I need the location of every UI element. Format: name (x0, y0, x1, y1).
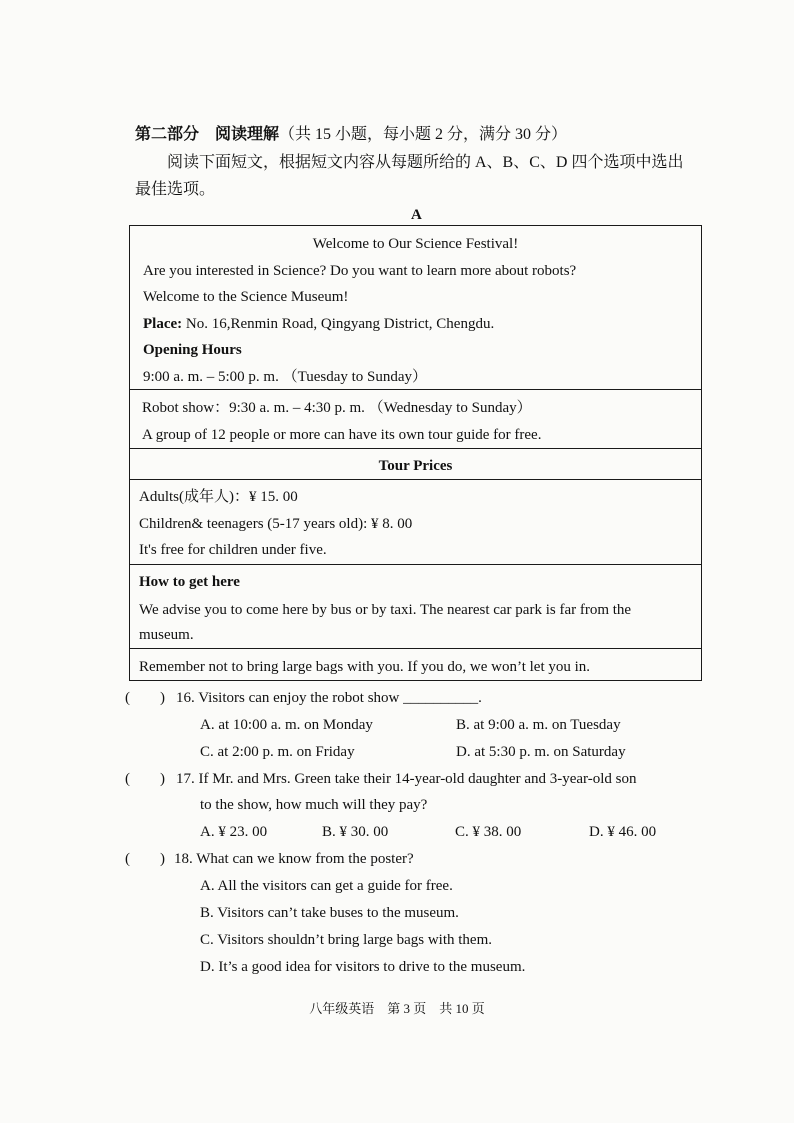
answer-blank-17[interactable]: ( ) (125, 771, 165, 787)
answer-blank-18[interactable]: ( ) (125, 851, 165, 867)
question-17-stem-line-1: 17. If Mr. and Mrs. Green take their 14-year-old daughter and 3-year-old son (176, 771, 637, 787)
hours-value: 9:00 a. m. – 5:00 p. m. （Tuesday to Sunday） (143, 369, 428, 385)
q17-option-c[interactable]: C. ¥ 38. 00 (455, 824, 522, 840)
place-value: No. 16,Renmin Road, Qingyang District, Chengdu. (182, 316, 495, 332)
directions-line-1: We advise you to come here by bus or by taxi. The nearest car park is far from the (139, 602, 632, 618)
robot-show: Robot show：9:30 a. m. – 4:30 p. m. （Wednesday to Sunday） (142, 400, 532, 416)
poster-title: Welcome to Our Science Festival! (312, 236, 519, 252)
q17-option-d[interactable]: D. ¥ 46. 00 (589, 824, 657, 840)
prices-heading: Tour Prices (378, 458, 453, 474)
price-free: It's free for children under five. (139, 542, 327, 558)
poster-intro-2: Welcome to the Science Museum! (143, 289, 349, 305)
q18-option-c[interactable]: C. Visitors shouldn’t bring large bags with them. (200, 932, 493, 948)
q17-option-b[interactable]: B. ¥ 30. 00 (322, 824, 389, 840)
question-16-stem: 16. Visitors can enjoy the robot show __________. (176, 690, 482, 706)
q17-option-a[interactable]: A. ¥ 23. 00 (200, 824, 268, 840)
answer-blank-16[interactable]: ( ) (125, 690, 165, 706)
place-label: Place: (143, 316, 183, 332)
instruction-line-2: 最佳选项。 (135, 181, 216, 198)
poster-intro-1: Are you interested in Science? Do you want to learn more about robots? (143, 263, 577, 279)
price-children: Children& teenagers (5-17 years old): ¥ 8. 00 (139, 516, 413, 532)
q18-option-d[interactable]: D. It’s a good idea for visitors to drive to the museum. (200, 959, 526, 975)
page-footer: 八年级英语 第 3 页 共 10 页 (309, 1001, 485, 1016)
section-title: 第二部分 阅读理解 (135, 126, 280, 143)
price-adults: Adults(成年人)：¥ 15. 00 (139, 489, 298, 505)
directions-heading: How to get here (139, 574, 240, 590)
passage-label: A (411, 207, 422, 223)
instruction-line-1: 阅读下面短文，根据短文内容从每题所给的 A、B、C、D 四个选项中选出 (167, 154, 684, 171)
section-header (135, 126, 567, 144)
group-guide: A group of 12 people or more can have its own tour guide for free. (142, 427, 542, 443)
question-18-stem: 18. What can we know from the poster? (174, 851, 414, 867)
q16-option-b[interactable]: B. at 9:00 a. m. on Tuesday (456, 717, 621, 733)
poster-place (143, 315, 494, 333)
hours-heading: Opening Hours (143, 342, 242, 358)
q16-option-a[interactable]: A. at 10:00 a. m. on Monday (200, 717, 373, 733)
q18-option-b[interactable]: B. Visitors can’t take buses to the museum. (200, 905, 459, 921)
section-info: （共 15 小题，每小题 2 分，满分 30 分） (279, 126, 568, 143)
q18-option-a[interactable]: A. All the visitors can get a guide for free. (200, 878, 453, 894)
reminder: Remember not to bring large bags with you. If you do, we won’t let you in. (139, 659, 591, 675)
directions-line-2: museum. (139, 627, 194, 643)
question-17-stem-line-2: to the show, how much will they pay? (200, 797, 428, 813)
q16-option-d[interactable]: D. at 5:30 p. m. on Saturday (456, 744, 626, 760)
q16-option-c[interactable]: C. at 2:00 p. m. on Friday (200, 744, 355, 760)
